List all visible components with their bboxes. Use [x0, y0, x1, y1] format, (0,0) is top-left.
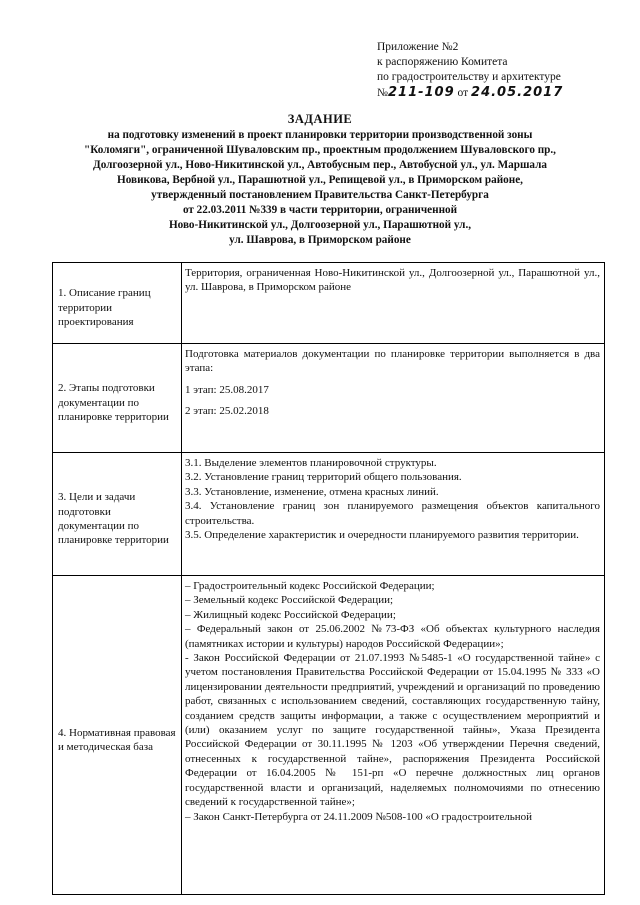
order-number: 211-109 [387, 85, 455, 100]
legal-item: – Земельный кодекс Российской Федерации; [185, 594, 394, 607]
table-row [53, 263, 605, 344]
order-number-line [377, 85, 627, 103]
title-line: ул. Шаврова, в Приморском районе [229, 234, 411, 246]
appendix-line-3: по градостроительству и архитектуре [377, 71, 561, 83]
row-content-legal-base [182, 576, 605, 895]
appendix-header [377, 40, 627, 103]
legal-item: – Жилищный кодекс Российской Федерации; [185, 608, 396, 621]
legal-item: – Градостроительный кодекс Российской Федерации; [185, 580, 435, 592]
title-line: Ново-Никитинской ул., Долгоозерной ул., Парашютной ул., [168, 219, 472, 231]
title-line: на подготовку изменений в проект планировки территории производственной зоны [107, 129, 533, 141]
title-line: Долгоозерной ул., Ново-Никитинской ул., Автобусным пер., Автобусной ул., ул. Маршала [93, 159, 547, 171]
row-label-stages: 2. Этапы подготовки документации по планировке территории [53, 344, 182, 453]
row-content-stages [182, 344, 605, 453]
row-label-legal-base: 4. Нормативная правовая и методическая база [53, 576, 182, 895]
date-prefix: от [457, 87, 469, 99]
title-heading: ЗАДАНИЕ [287, 112, 353, 126]
goal-item: 3.1. Выделение элементов планировочной структуры. [185, 457, 437, 469]
title-line: от 22.03.2011 №339 в части территории, ограниченной [182, 204, 458, 216]
title-line: утвержденный постановлением Правительства Санкт-Петербурга [151, 189, 489, 201]
title-line: Новикова, Вербной ул., Парашютной ул., Репищевой ул., в Приморском районе, [117, 174, 523, 186]
row-label-boundaries: 1. Описание границ территории проектирования [53, 263, 182, 344]
legal-item: – Федеральный закон от 25.06.2002 №73-ФЗ «Об объектах культурного наследия (памятниках истории и культуры) народов Российской Федерации»; [185, 623, 600, 650]
number-prefix: № [377, 87, 388, 99]
table-row [53, 344, 605, 453]
stages-intro: Подготовка материалов документации по планировке территории выполняется в два этапа: [185, 348, 600, 375]
stage-2: 2 этап: 25.02.2018 [185, 405, 269, 418]
goal-item: 3.5. Определение характеристик и очередности планируемого развития территории. [185, 529, 579, 542]
task-table [52, 262, 605, 895]
boundaries-text: Территория, ограниченная Ново-Никитинской ул., Долгоозерной ул., Парашютной ул., ул. Шаврова, в Приморском районе [185, 267, 600, 294]
appendix-line-1: Приложение №2 [377, 41, 459, 53]
order-date: 24.05.2017 [471, 85, 564, 100]
goal-item: 3.4. Установление границ зон планируемого размещения объектов капитального строительства. [185, 500, 600, 527]
row-content-boundaries [182, 263, 605, 344]
legal-item: - Закон Российской Федерации от 21.07.1993 №5485-1 «О государственной тайне» с учетом постановления Правительства Российской Федерации от 15.04.1995 № 333 «О лицензировании деятельности предприятий, учреждений и организаций по проведению работ, связанных с использованием сведений, составляющих государственную тайну, созданием средств защиты информации, а также с осуществлением мероприятий и (или) оказанием услуг по защите государственной тайны», Указа Президента Российской Федерации от 30.11.1995 № 1203 «Об утверждении Перечня сведений, отнесенных к государственной тайне», распоряжения Президента Российской Федерации от 16.04.2005 № 151-рп «О перечне должностных лиц органов государственной власти и организаций, наделяемых полномочиями по отнесению сведений к государственной тайне»; [185, 652, 600, 809]
row-content-goals [182, 453, 605, 576]
stage-1: 1 этап: 25.08.2017 [185, 383, 269, 396]
document-title [40, 112, 600, 248]
table-row [53, 576, 605, 895]
row-label-goals: 3. Цели и задачи подготовки документации по планировке территории [53, 453, 182, 576]
table-row [53, 453, 605, 576]
title-line: "Коломяги", ограниченной Шуваловским пр., проектным продолжением Шуваловского пр., [84, 144, 556, 156]
goal-item: 3.2. Установление границ территорий общего пользования. [185, 471, 462, 484]
goal-item: 3.3. Установление, изменение, отмена красных линий. [185, 485, 439, 498]
appendix-line-2: к распоряжению Комитета [377, 56, 508, 68]
legal-item: – Закон Санкт-Петербурга от 24.11.2009 №508-100 «О градостроительной [185, 810, 532, 823]
